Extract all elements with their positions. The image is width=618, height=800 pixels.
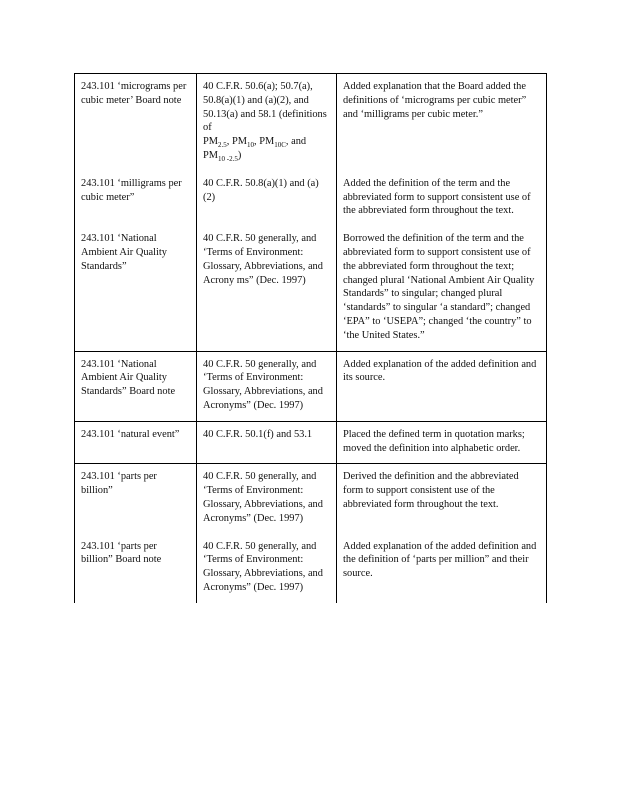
table-row bbox=[75, 421, 547, 464]
source-cell: 40 C.F.R. 50 generally, and ‘Terms of Environment: Glossary, Abbreviations, and Acrony ms” (Dec. 1997) bbox=[197, 226, 337, 351]
action-cell: Placed the defined term in quotation marks; moved the definition into alphabetic order. bbox=[337, 421, 547, 464]
section-cell: 243.101 ‘parts per billion” bbox=[75, 464, 197, 534]
action-cell: Derived the definition and the abbreviated form to support consistent use of the abbreviated form throughout the text. bbox=[337, 464, 547, 534]
source-cell: 40 C.F.R. 50 generally, and ‘Terms of Environment: Glossary, Abbreviations, and Acronyms” (Dec. 1997) bbox=[197, 534, 337, 603]
action-cell: Added the definition of the term and the abbreviated form to support consistent use of the abbreviated form throughout the text. bbox=[337, 171, 547, 226]
source-cell: 40 C.F.R. 50.1(f) and 53.1 bbox=[197, 421, 337, 464]
section-cell: 243.101 ‘micrograms per cubic meter’ Board note bbox=[75, 74, 197, 171]
section-cell: 243.101 ‘parts per billion” Board note bbox=[75, 534, 197, 603]
source-cell: 40 C.F.R. 50 generally, and ‘Terms of Environment: Glossary, Abbreviations, and Acronyms” (Dec. 1997) bbox=[197, 464, 337, 534]
action-cell: Borrowed the definition of the term and the abbreviated form to support consistent use of the abbreviated form throughout the text; changed plural ‘National Ambient Air Quality Standards” to singular; changed plural ‘standards” to singular ‘a standard”; changed ‘EPA” to ‘USEPA”; changed ‘the country” to ‘the United States.” bbox=[337, 226, 547, 351]
source-cell: 40 C.F.R. 50.8(a)(1) and (a)(2) bbox=[197, 171, 337, 226]
table-row bbox=[75, 226, 547, 351]
source-cell: 40 C.F.R. 50.6(a); 50.7(a), 50.8(a)(1) and (a)(2), and 50.13(a) and 58.1 (definitions of $PM_{2.5}$, $PM_{10}$, $PM_{10C}$, and $PM_{10 -2.5}$) bbox=[197, 74, 337, 171]
section-cell: 243.101 ‘National Ambient Air Quality Standards” Board note bbox=[75, 351, 197, 421]
table-row bbox=[75, 74, 547, 171]
table-row bbox=[75, 171, 547, 226]
action-cell: Added explanation of the added definition and the definition of ‘parts per million” and their source. bbox=[337, 534, 547, 603]
source-cell: 40 C.F.R. 50 generally, and ‘Terms of Environment: Glossary, Abbreviations, and Acronyms” (Dec. 1997) bbox=[197, 351, 337, 421]
table-row bbox=[75, 534, 547, 603]
table-row bbox=[75, 464, 547, 534]
action-cell: Added explanation of the added definition and its source. bbox=[337, 351, 547, 421]
table-row bbox=[75, 351, 547, 421]
comparison-table bbox=[74, 73, 546, 603]
action-cell: Added explanation that the Board added the definitions of ‘micrograms per cubic meter” and ‘milligrams per cubic meter.” bbox=[337, 74, 547, 171]
section-cell: 243.101 ‘natural event” bbox=[75, 421, 197, 464]
section-cell: 243.101 ‘milligrams per cubic meter” bbox=[75, 171, 197, 226]
section-cell: 243.101 ‘National Ambient Air Quality Standards” bbox=[75, 226, 197, 351]
